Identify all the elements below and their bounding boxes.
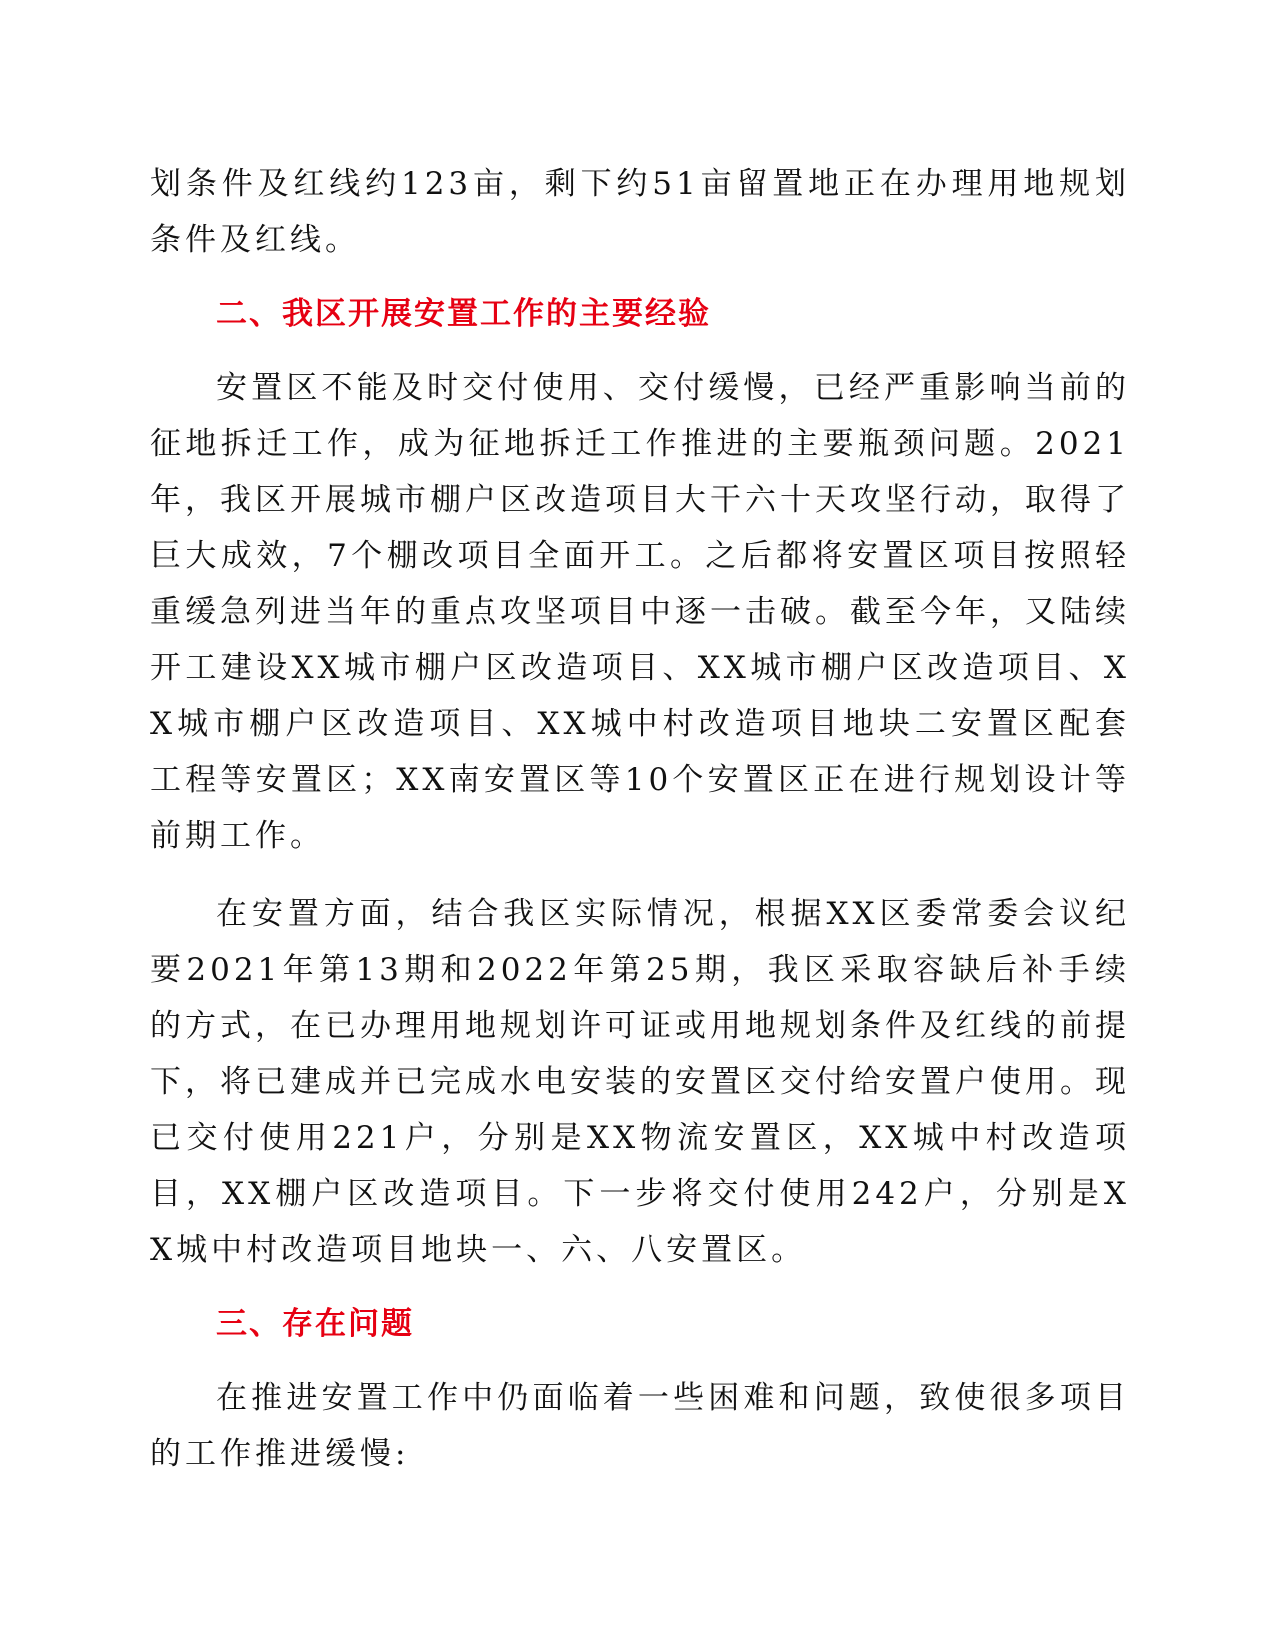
section-heading-2: 二、我区开展安置工作的主要经验 [216, 296, 711, 332]
paragraph-continued: 划条件及红线约123亩，剩下约51亩留置地正在办理用地规划条件及红线。 [150, 166, 1130, 258]
paragraph-experience: 安置区不能及时交付使用、交付缓慢，已经严重影响当前的征地拆迁工作，成为征地拆迁工作推进的主要瓶颈问题。2021年，我区开展城市棚户区改造项目大干六十天攻坚行动，取得了巨大成效，7个棚改项目全面开工。之后都将安置区项目按照轻重缓急列进当年的重点攻坚项目中逐一击破。截至今年，又陆续开工建设XX城市棚户区改造项目、XX城市棚户区改造项目、XX城市棚户区改造项目、XX城中村改造项目地块二安置区配套工程等安置区；XX南安置区等10个安置区正在进行规划设计等前期工作。 [150, 370, 1130, 854]
section-heading-3: 三、存在问题 [216, 1306, 414, 1342]
paragraph-resettlement: 在安置方面，结合我区实际情况，根据XX区委常委会议纪要2021年第13期和2022年第25期，我区采取容缺后补手续的方式，在已办理用地规划许可证或用地规划条件及红线的前提下，将已建成并已完成水电安装的安置区交付给安置户使用。现已交付使用221户，分别是XX物流安置区，XX城中村改造项目，XX棚户区改造项目。下一步将交付使用242户，分别是XX城中村改造项目地块一、六、八安置区。 [150, 896, 1131, 1268]
document-body [150, 156, 1130, 1482]
paragraph-problems: 在推进安置工作中仍面临着一些困难和问题，致使很多项目的工作推进缓慢: [150, 1380, 1130, 1472]
